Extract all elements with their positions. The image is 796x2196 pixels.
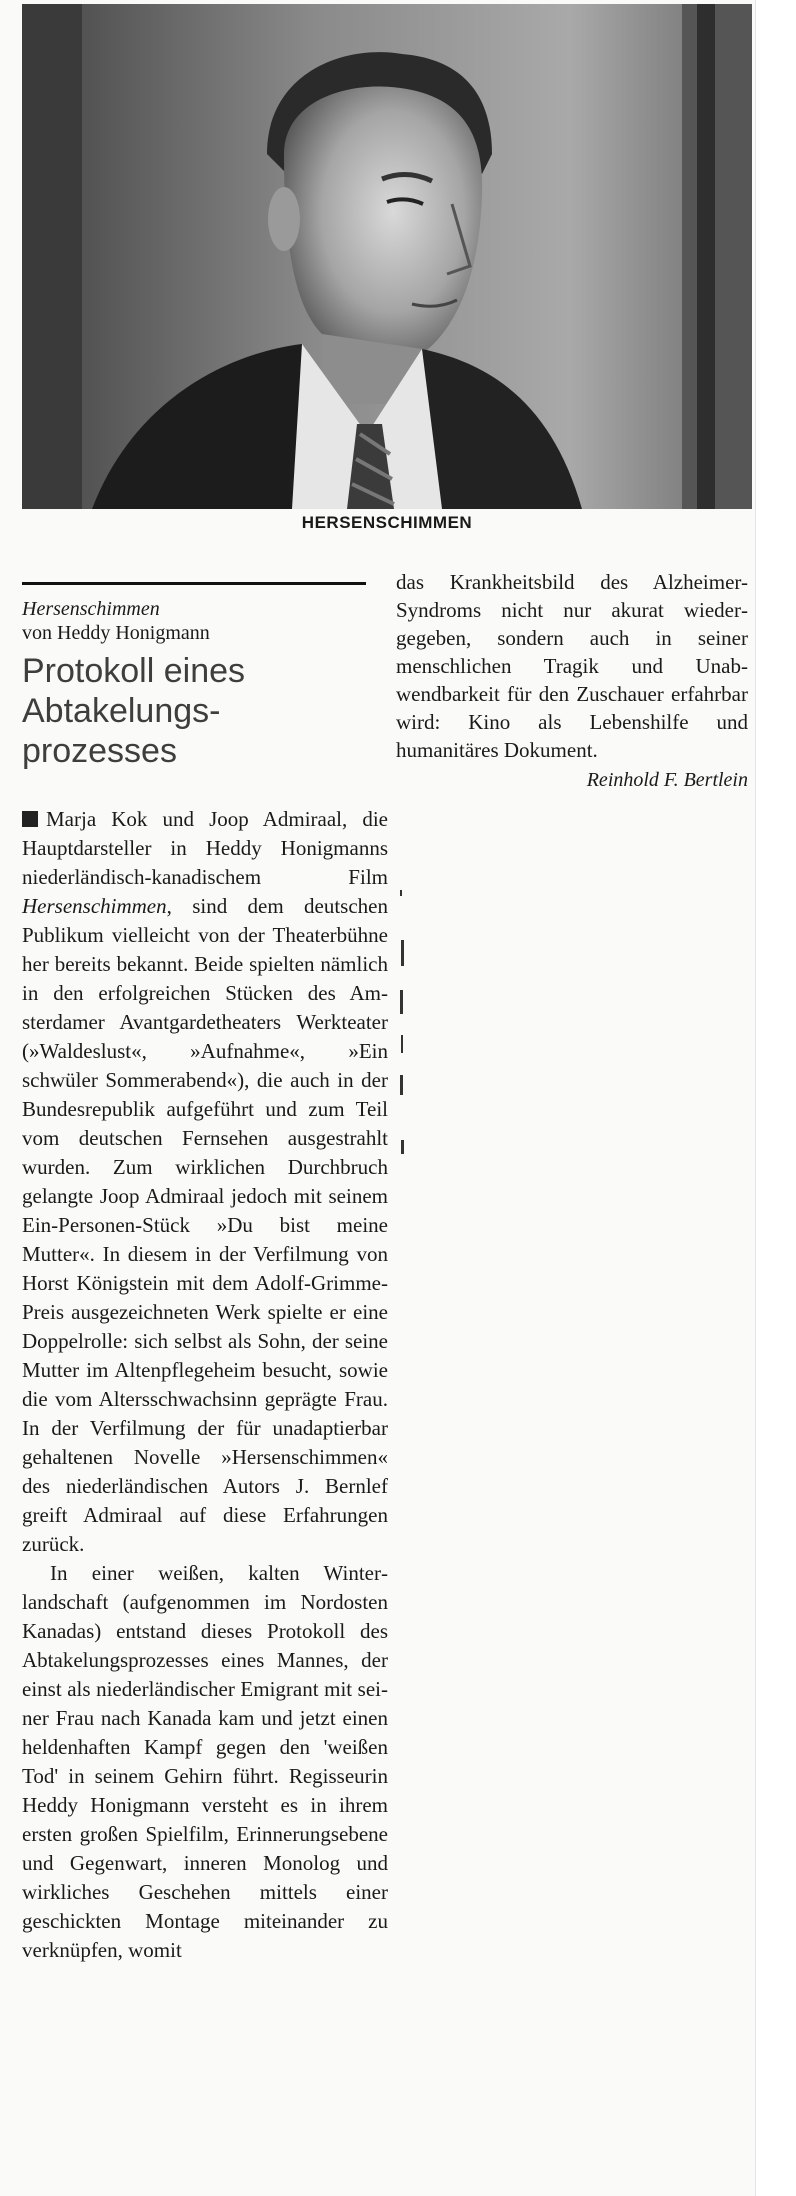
paragraph-1-part-3: , sind dem deutschen Publikum vielleicht von der Theaterbühne her bereits bekannt. Beide spielten nämlich in den erfolgreichen Stücken des Amsterdamer Avantgardetheaters Werkteater (»Waldeslust«, »Aufnahme«, »Ein schwüler Sommerabend«), die auch in der Bundesrepublik aufgeführt und zum Teil vom deutschen Fernsehen ausgestrahlt wurden. Zum wirklichen Durchbruch gelangte Joop Admiraal jedoch mit seinem Ein-Personen-Stück »Du bist meine Mutter«. In diesem in der Verfilmung von Horst Königstein mit dem Adolf-Grimme-Preis ausgezeichneten Werk spielte er eine Doppelrolle: sich selbst als Sohn, der seine Mutter im Altenpflegeheim besucht, sowie die vom Altersschwachsinn geprägte Frau. In der Verfilmung der für unadaptierbar gehaltenen Novelle »Hersenschimmen« des niederländischen Autors J. Bernlef greift Admiraal auf diese Erfahrungen zurück. bbox=[22, 894, 388, 1556]
scan-mark bbox=[401, 940, 404, 966]
headline-line-1: Protokoll eines bbox=[22, 652, 246, 690]
scan-mark bbox=[401, 1035, 403, 1053]
right-column bbox=[396, 568, 748, 794]
scan-margin bbox=[755, 0, 796, 2196]
left-column bbox=[22, 582, 388, 1965]
author-byline: Reinhold F. Bertlein bbox=[586, 769, 748, 791]
film-still-photo bbox=[22, 4, 752, 509]
section-rule bbox=[22, 582, 366, 585]
paragraph-2-continued: das Krankheitsbild des Alzheimer-Syndroms nicht nur akurat wiedergegeben, sondern auch in seiner menschlichen Tragik und Unabwendbarkeit für den Zuschauer erfahrbar wird: Kino als Lebenshilfe und humanitäres Dokument. bbox=[396, 570, 748, 762]
square-bullet-icon bbox=[22, 811, 38, 827]
paragraph-1 bbox=[22, 805, 388, 1559]
photo-caption: HERSENSCHIMMEN bbox=[301, 513, 473, 532]
article-body bbox=[22, 805, 388, 1965]
article-body-continued bbox=[396, 568, 748, 764]
scan-mark bbox=[401, 1140, 404, 1154]
scan-mark bbox=[400, 990, 403, 1014]
paragraph-2: In einer weißen, kalten Winterlandschaft (aufgenommen im Nordosten Kanadas) entstand dieses Protokoll des Abtakelungsprozesses eines Mannes, der einst als niederländischer Emigrant mit seiner Frau nach Kanada kam und jetzt einen heldenhaften Kampf gegen den 'weißen Tod' in seinem Gehirn führt. Regisseurin Heddy Honigmann versteht es in ihrem ersten großen Spielfilm, Erinnerungsebene und Gegenwart, inneren Monolog und wirkliches Geschehen mittels einer geschickten Montage miteinander zu verknüpfen, womit bbox=[22, 1561, 388, 1962]
scan-mark bbox=[400, 1075, 403, 1095]
film-title: Hersenschimmen bbox=[22, 598, 160, 620]
scan-mark bbox=[400, 890, 402, 896]
portrait-image bbox=[22, 4, 752, 509]
headline bbox=[22, 651, 322, 771]
paragraph-1-part-1: Marja Kok und Joop Admiraal, die Hauptdarsteller in Heddy Honigmanns niederländisch-kanadischem Film bbox=[22, 807, 388, 889]
headline-line-3: prozesses bbox=[22, 732, 177, 770]
director-line: von Heddy Honigmann bbox=[22, 622, 210, 644]
paragraph-1-film-title: Hersenschimmen bbox=[22, 894, 167, 918]
headline-line-2: Abtakelungs- bbox=[22, 692, 221, 730]
